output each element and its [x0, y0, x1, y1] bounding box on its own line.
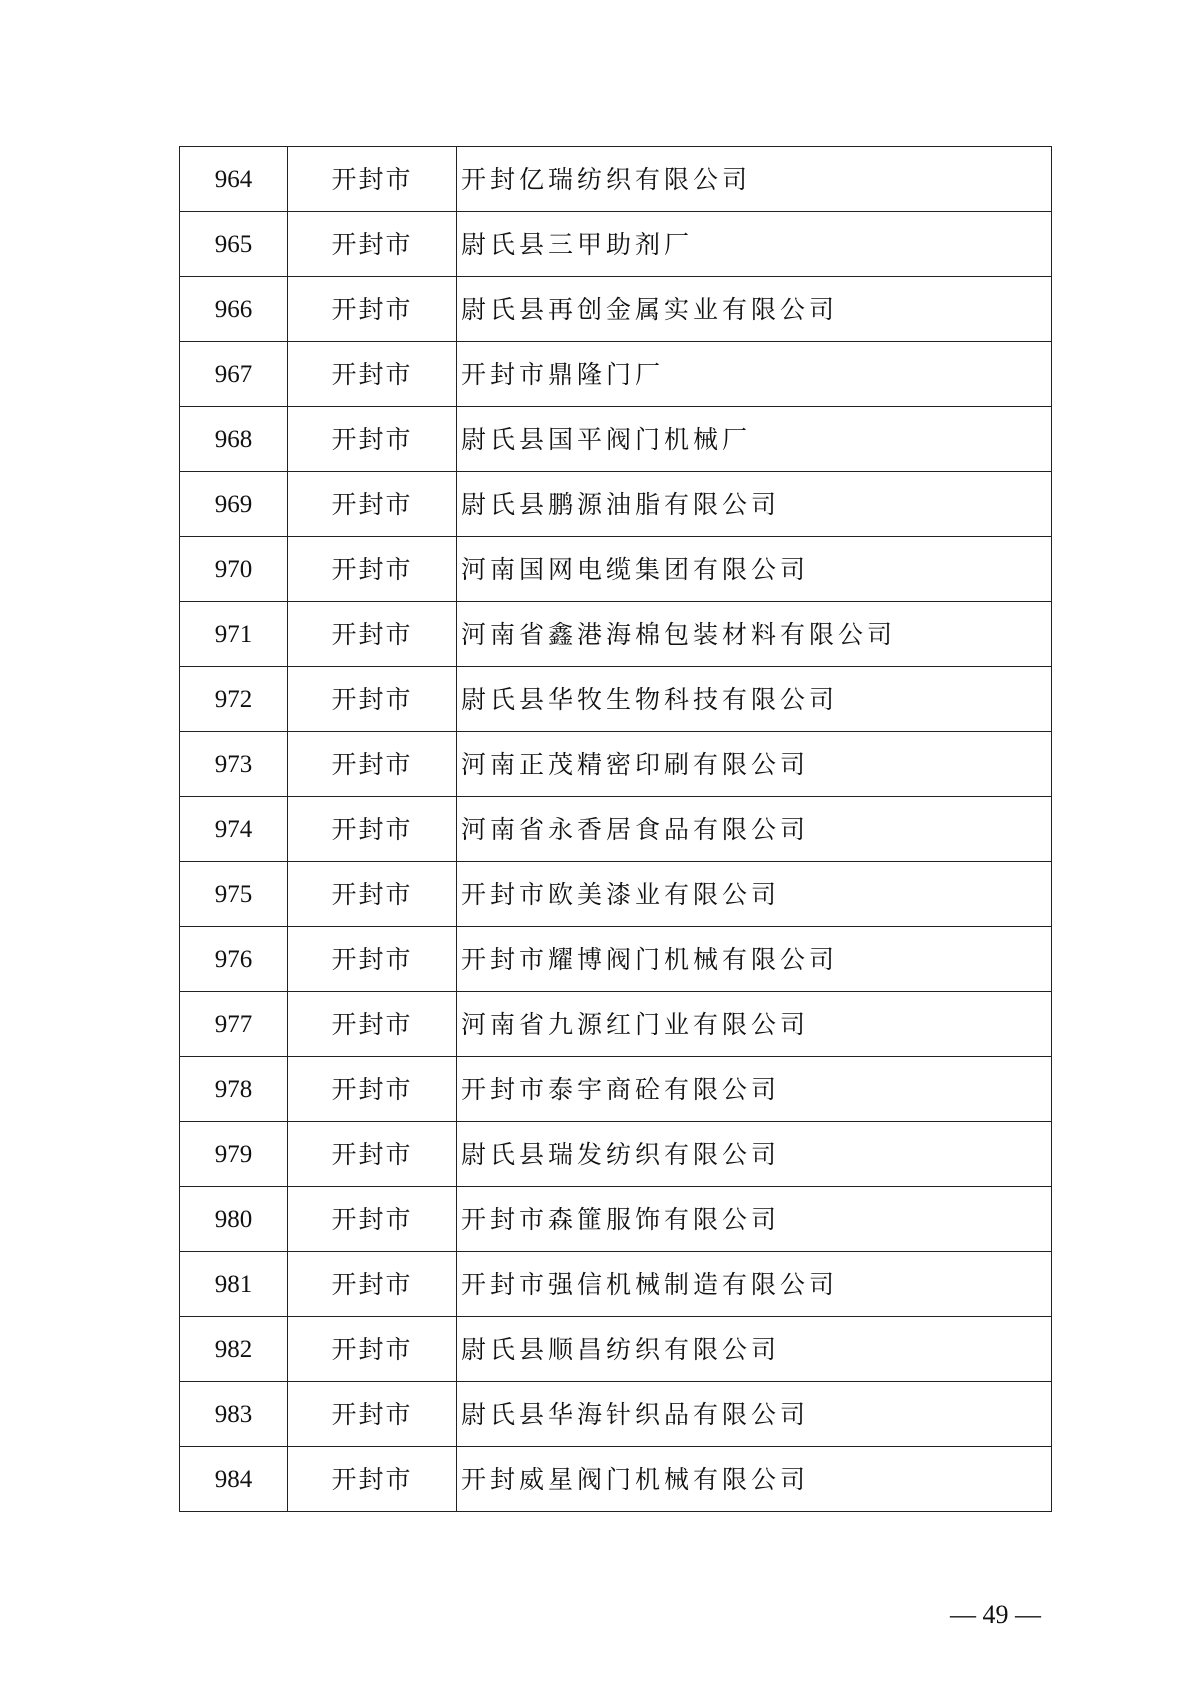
table-body	[180, 147, 1052, 1512]
row-number-cell: 981	[180, 1252, 288, 1317]
table-row	[180, 342, 1052, 407]
company-name-cell: 开封市森篚服饰有限公司	[457, 1187, 1052, 1252]
table-row	[180, 797, 1052, 862]
row-number-cell: 984	[180, 1447, 288, 1512]
city-cell: 开封市	[288, 212, 457, 277]
table-row	[180, 472, 1052, 537]
row-number-cell: 965	[180, 212, 288, 277]
row-number-cell: 966	[180, 277, 288, 342]
city-cell: 开封市	[288, 407, 457, 472]
row-number-cell: 980	[180, 1187, 288, 1252]
city-cell: 开封市	[288, 1252, 457, 1317]
city-cell: 开封市	[288, 537, 457, 602]
table-row	[180, 1187, 1052, 1252]
row-number-cell: 974	[180, 797, 288, 862]
table-row	[180, 1252, 1052, 1317]
row-number-cell: 964	[180, 147, 288, 212]
row-number-cell: 982	[180, 1317, 288, 1382]
company-name-cell: 开封亿瑞纺织有限公司	[457, 147, 1052, 212]
city-cell: 开封市	[288, 147, 457, 212]
table-row	[180, 992, 1052, 1057]
table-row	[180, 1382, 1052, 1447]
row-number-cell: 971	[180, 602, 288, 667]
city-cell: 开封市	[288, 342, 457, 407]
table-row	[180, 407, 1052, 472]
city-cell: 开封市	[288, 862, 457, 927]
city-cell: 开封市	[288, 1447, 457, 1512]
row-number-cell: 975	[180, 862, 288, 927]
company-name-cell: 尉氏县顺昌纺织有限公司	[457, 1317, 1052, 1382]
table-row	[180, 602, 1052, 667]
company-name-cell: 尉氏县华牧生物科技有限公司	[457, 667, 1052, 732]
city-cell: 开封市	[288, 472, 457, 537]
table-row	[180, 1447, 1052, 1512]
company-name-cell: 开封市耀博阀门机械有限公司	[457, 927, 1052, 992]
table-row	[180, 732, 1052, 797]
city-cell: 开封市	[288, 1057, 457, 1122]
table-row	[180, 147, 1052, 212]
city-cell: 开封市	[288, 1317, 457, 1382]
company-name-cell: 尉氏县瑞发纺织有限公司	[457, 1122, 1052, 1187]
city-cell: 开封市	[288, 1382, 457, 1447]
company-name-cell: 尉氏县国平阀门机械厂	[457, 407, 1052, 472]
city-cell: 开封市	[288, 992, 457, 1057]
row-number-cell: 978	[180, 1057, 288, 1122]
table-row	[180, 862, 1052, 927]
table-row	[180, 1122, 1052, 1187]
company-name-cell: 尉氏县三甲助剂厂	[457, 212, 1052, 277]
table-row	[180, 277, 1052, 342]
company-name-cell: 开封威星阀门机械有限公司	[457, 1447, 1052, 1512]
row-number-cell: 968	[180, 407, 288, 472]
table-row	[180, 1057, 1052, 1122]
table-row	[180, 212, 1052, 277]
table-row	[180, 667, 1052, 732]
city-cell: 开封市	[288, 1187, 457, 1252]
table-row	[180, 1317, 1052, 1382]
city-cell: 开封市	[288, 602, 457, 667]
row-number-cell: 983	[180, 1382, 288, 1447]
table-row	[180, 927, 1052, 992]
city-cell: 开封市	[288, 927, 457, 992]
city-cell: 开封市	[288, 1122, 457, 1187]
city-cell: 开封市	[288, 797, 457, 862]
company-name-cell: 河南省鑫港海棉包装材料有限公司	[457, 602, 1052, 667]
row-number-cell: 976	[180, 927, 288, 992]
company-name-cell: 尉氏县再创金属实业有限公司	[457, 277, 1052, 342]
row-number-cell: 967	[180, 342, 288, 407]
company-list-table	[179, 146, 1052, 1512]
row-number-cell: 973	[180, 732, 288, 797]
company-name-cell: 河南正茂精密印刷有限公司	[457, 732, 1052, 797]
company-name-cell: 开封市鼎隆门厂	[457, 342, 1052, 407]
row-number-cell: 972	[180, 667, 288, 732]
table-row	[180, 537, 1052, 602]
page-number: — 49 —	[950, 1600, 1041, 1629]
company-name-cell: 河南国网电缆集团有限公司	[457, 537, 1052, 602]
company-name-cell: 河南省九源红门业有限公司	[457, 992, 1052, 1057]
city-cell: 开封市	[288, 732, 457, 797]
company-name-cell: 尉氏县华海针织品有限公司	[457, 1382, 1052, 1447]
company-name-cell: 河南省永香居食品有限公司	[457, 797, 1052, 862]
company-name-cell: 开封市泰宇商砼有限公司	[457, 1057, 1052, 1122]
company-name-cell: 开封市欧美漆业有限公司	[457, 862, 1052, 927]
row-number-cell: 977	[180, 992, 288, 1057]
city-cell: 开封市	[288, 667, 457, 732]
row-number-cell: 979	[180, 1122, 288, 1187]
city-cell: 开封市	[288, 277, 457, 342]
row-number-cell: 969	[180, 472, 288, 537]
row-number-cell: 970	[180, 537, 288, 602]
company-name-cell: 尉氏县鹏源油脂有限公司	[457, 472, 1052, 537]
company-name-cell: 开封市强信机械制造有限公司	[457, 1252, 1052, 1317]
